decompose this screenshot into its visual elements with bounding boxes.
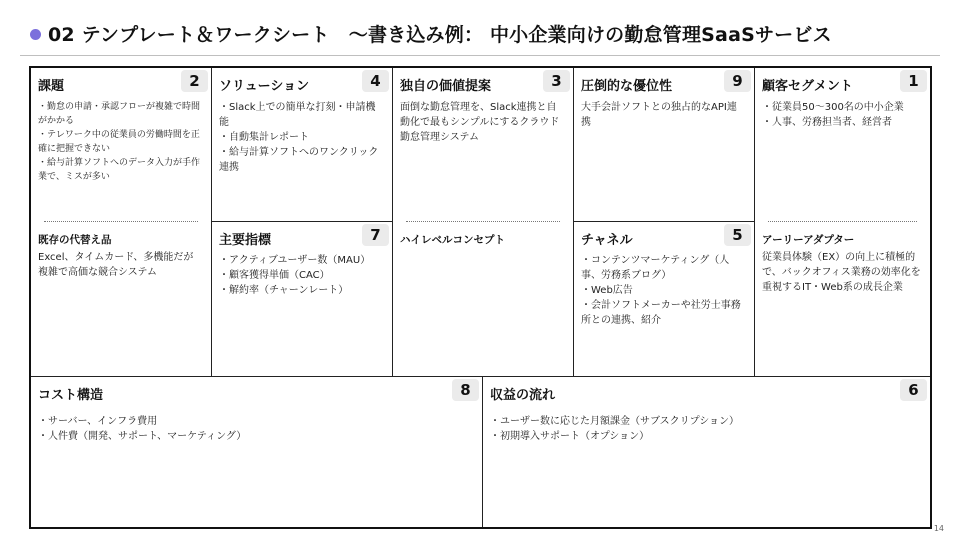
uvp-cell bbox=[393, 68, 574, 377]
lean-canvas bbox=[29, 66, 932, 529]
problem-divider bbox=[44, 221, 198, 222]
channels-body bbox=[581, 253, 746, 328]
revenue-cell bbox=[483, 377, 930, 527]
segments-line: ・人事、労務担当者、経営者 bbox=[762, 117, 892, 128]
metrics-cell bbox=[212, 222, 393, 377]
uvp-line: 面倒な勤怠管理を、Slack連携と自動化で最もシンプルにするクラウド勤怠管理システム bbox=[400, 102, 560, 143]
solution-line: ・自動集計レポート bbox=[219, 132, 309, 143]
revenue-heading: 収益の流れ bbox=[490, 388, 556, 403]
alternatives-body bbox=[38, 250, 203, 280]
page-number: 14 bbox=[933, 524, 944, 533]
metrics-heading: 主要指標 bbox=[219, 233, 272, 248]
segments-line: ・従業員50～300名の中小企業 bbox=[762, 102, 904, 113]
early-adopters-body bbox=[762, 250, 922, 295]
segments-heading: 顧客セグメント bbox=[762, 79, 853, 94]
metrics-body bbox=[219, 253, 384, 298]
problem-cell bbox=[31, 68, 212, 377]
advantage-heading: 圧倒的な優位性 bbox=[581, 79, 673, 94]
cost-line: ・人件費（開発、サポート、マーケティング） bbox=[38, 431, 247, 442]
solution-body bbox=[219, 100, 384, 175]
cost-heading: コスト構造 bbox=[38, 388, 104, 403]
solution-cell bbox=[212, 68, 393, 222]
uvp-heading: 独自の価値提案 bbox=[400, 79, 492, 94]
channels-line: ・会計ソフトメーカーや社労士事務所との連携、紹介 bbox=[581, 300, 741, 326]
problem-line: ・勤怠の申請・承認フローが複雑で時間がかかる bbox=[38, 102, 201, 126]
early-adopters-heading: アーリーアダプター bbox=[762, 234, 855, 246]
uvp-number-badge: 3 bbox=[543, 70, 570, 92]
advantage-number-badge: 9 bbox=[724, 70, 751, 92]
channels-number-badge: 5 bbox=[724, 224, 751, 246]
title-bullet bbox=[30, 29, 41, 40]
segments-number-badge: 1 bbox=[900, 70, 927, 92]
revenue-number-badge: 6 bbox=[900, 379, 927, 401]
solution-heading: ソリューション bbox=[219, 79, 310, 94]
metrics-line: ・解約率（チャーンレート） bbox=[219, 285, 349, 296]
problem-line: ・テレワーク中の従業員の労働時間を正確に把握できない bbox=[38, 130, 200, 154]
metrics-number-badge: 7 bbox=[362, 224, 389, 246]
revenue-line: ・初期導入サポート（オプション） bbox=[490, 431, 650, 442]
metrics-line: ・顧客獲得単価（CAC） bbox=[219, 270, 330, 281]
solution-line: ・給与計算ソフトへのワンクリック連携 bbox=[219, 147, 379, 173]
cost-number-badge: 8 bbox=[452, 379, 479, 401]
early-adopters-line: 従業員体験（EX）の向上に積極的で、バックオフィス業務の効率化を重視するIT・Web系の成長企業 bbox=[762, 252, 921, 293]
page-title: 02 テンプレート＆ワークシート ～書き込み例： 中小企業向けの勤怠管理SaaSサービス bbox=[48, 24, 832, 46]
cost-line: ・サーバー、インフラ費用 bbox=[38, 416, 158, 427]
title-divider bbox=[20, 55, 940, 56]
cost-body bbox=[38, 414, 474, 444]
advantage-body bbox=[581, 100, 746, 130]
segments-divider bbox=[768, 221, 917, 222]
uvp-divider bbox=[406, 221, 560, 222]
alternatives-heading: 既存の代替え品 bbox=[38, 234, 112, 246]
concept-heading: ハイレベルコンセプト bbox=[400, 234, 505, 246]
revenue-line: ・ユーザー数に応じた月額課金（サブスクリプション） bbox=[490, 416, 739, 427]
solution-line: ・Slack上での簡単な打刻・申請機能 bbox=[219, 102, 376, 128]
channels-line: ・Web広告 bbox=[581, 285, 633, 296]
channels-heading: チャネル bbox=[581, 233, 633, 248]
problem-heading: 課題 bbox=[38, 79, 65, 94]
channels-line: ・コンテンツマーケティング（人事、労務系ブログ） bbox=[581, 255, 730, 281]
advantage-cell bbox=[574, 68, 755, 222]
channels-cell bbox=[574, 222, 755, 377]
metrics-line: ・アクティブユーザー数（MAU） bbox=[219, 255, 371, 266]
alternatives-line: Excel、タイムカード、多機能だが複雑で高価な競合システム bbox=[38, 252, 194, 278]
problem-number-badge: 2 bbox=[181, 70, 208, 92]
advantage-line: 大手会計ソフトとの独占的なAPI連携 bbox=[581, 102, 737, 128]
cost-cell bbox=[31, 377, 483, 527]
segments-body bbox=[762, 100, 922, 130]
solution-number-badge: 4 bbox=[362, 70, 389, 92]
segments-cell bbox=[755, 68, 930, 377]
uvp-body bbox=[400, 100, 565, 145]
problem-line: ・給与計算ソフトへのデータ入力が手作業で、ミスが多い bbox=[38, 158, 201, 182]
revenue-body bbox=[490, 414, 922, 444]
problem-body bbox=[38, 100, 203, 184]
